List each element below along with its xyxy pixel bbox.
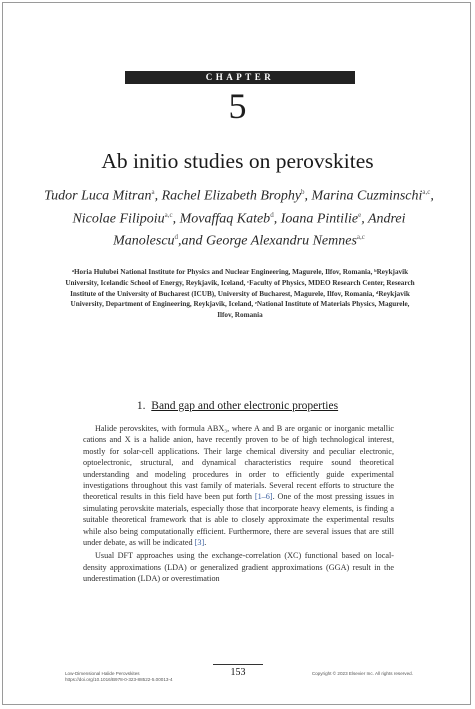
author-separator: , (361, 211, 368, 227)
author-name: Ioana Pintilie (280, 211, 359, 227)
author-name: Andrei Manolescu (113, 211, 406, 249)
footer-rule (213, 664, 263, 665)
chapter-label: CHAPTER (205, 72, 275, 82)
page-number: 153 (230, 667, 246, 678)
author-separator: , (304, 188, 312, 204)
author-name: Nicolae Filipoiu (72, 211, 165, 227)
author-separator: , (154, 188, 162, 204)
page (2, 2, 471, 705)
section-title: Band gap and other electronic properties (151, 400, 339, 412)
body-text (83, 423, 394, 585)
author-separator: , (178, 233, 182, 249)
paragraph: Halide perovskites, with formula ABX₃, where A and B are organic or inorganic metallic cations and X is a halide anion, have recently proven to be of high technological interest, mostly for solar-cell applications. Their large chemical diversity and peculiar electronic, optoelectronic, structural, and dynamical characteristics require sound theoretical understanding and modeling procedures in order to efficiently guide experimental investigations throughout this vast family of materials. Several recent efforts to structure the theoretical results in this field have been put forth [1–6]. One of the most pressing issues in simulating perovskite materials, especially those that incorporate heavy elements, is finding a suitable theoretical framework that is able to closely approximate the experimental results while also being computationally efficient. Furthermore, there are several issues that are still under debate, as will be indicated [3]. (83, 424, 394, 548)
author-separator: , (430, 188, 434, 204)
author-affiliation-mark: a,c (356, 233, 365, 242)
author-name: Marina Cuzminschi (311, 188, 423, 204)
author-name: Tudor Luca Mitran (44, 188, 152, 204)
author-list (39, 183, 439, 251)
author-affiliation-mark: a,c (164, 210, 173, 219)
author-affiliation-mark: b (301, 188, 305, 196)
author-name: and George Alexandru Nemnes (181, 233, 357, 249)
footer-copyright: Copyright © 2023 Elsevier Inc. All rights reserved. (311, 671, 413, 676)
paragraph: Usual DFT approaches using the exchange-correlation (XC) functional based on local-density approximations (LDA) or generalized gradient approximations (GGA) result in the underestimation (LDA) or overestimation (83, 551, 394, 584)
author-affiliation-mark: e (358, 210, 362, 219)
author-separator: , (273, 211, 281, 227)
author-affiliation-mark: a (151, 188, 155, 196)
author-separator: , (172, 211, 180, 227)
author-affiliation-mark: d (270, 210, 274, 219)
affiliations: ᵃHoria Hulubei National Institute for Physics and Nuclear Engineering, Magurele, Ilfov, Romania, ᵇReykjavik University, Icelandic School of Energy, Reykjavik, Iceland, ᶜFaculty of Physics, MDEO Research Center, Research Institute of the University of Bucharest (ICUB), University of Bucharest, Magurele, Ilfov, Romania, ᵈReykjavik University, Department of Engineering, Reykjavik, Iceland, ᵉNational Institute of Materials Physics, Magurele, Ilfov, Romania (65, 268, 415, 320)
citation-link[interactable]: [1–6] (254, 492, 273, 502)
section-heading (3, 398, 472, 414)
chapter-number: 5 (228, 86, 247, 126)
author-name: Rachel Elizabeth Brophy (161, 188, 302, 204)
footer-book-info: Low-Dimensional Halide Perovskites https://doi.org/10.1016/B978-0-323-88522-5.00013-4 (65, 671, 173, 683)
author-affiliation-mark: d (174, 233, 179, 242)
author-name: Movaffaq Kateb (179, 211, 271, 227)
section-number: 1. (136, 400, 146, 412)
author-affiliation-mark: a,c (422, 188, 431, 196)
citation-link[interactable]: [3] (194, 538, 205, 548)
chapter-title: Ab initio studies on perovskites (101, 149, 374, 173)
